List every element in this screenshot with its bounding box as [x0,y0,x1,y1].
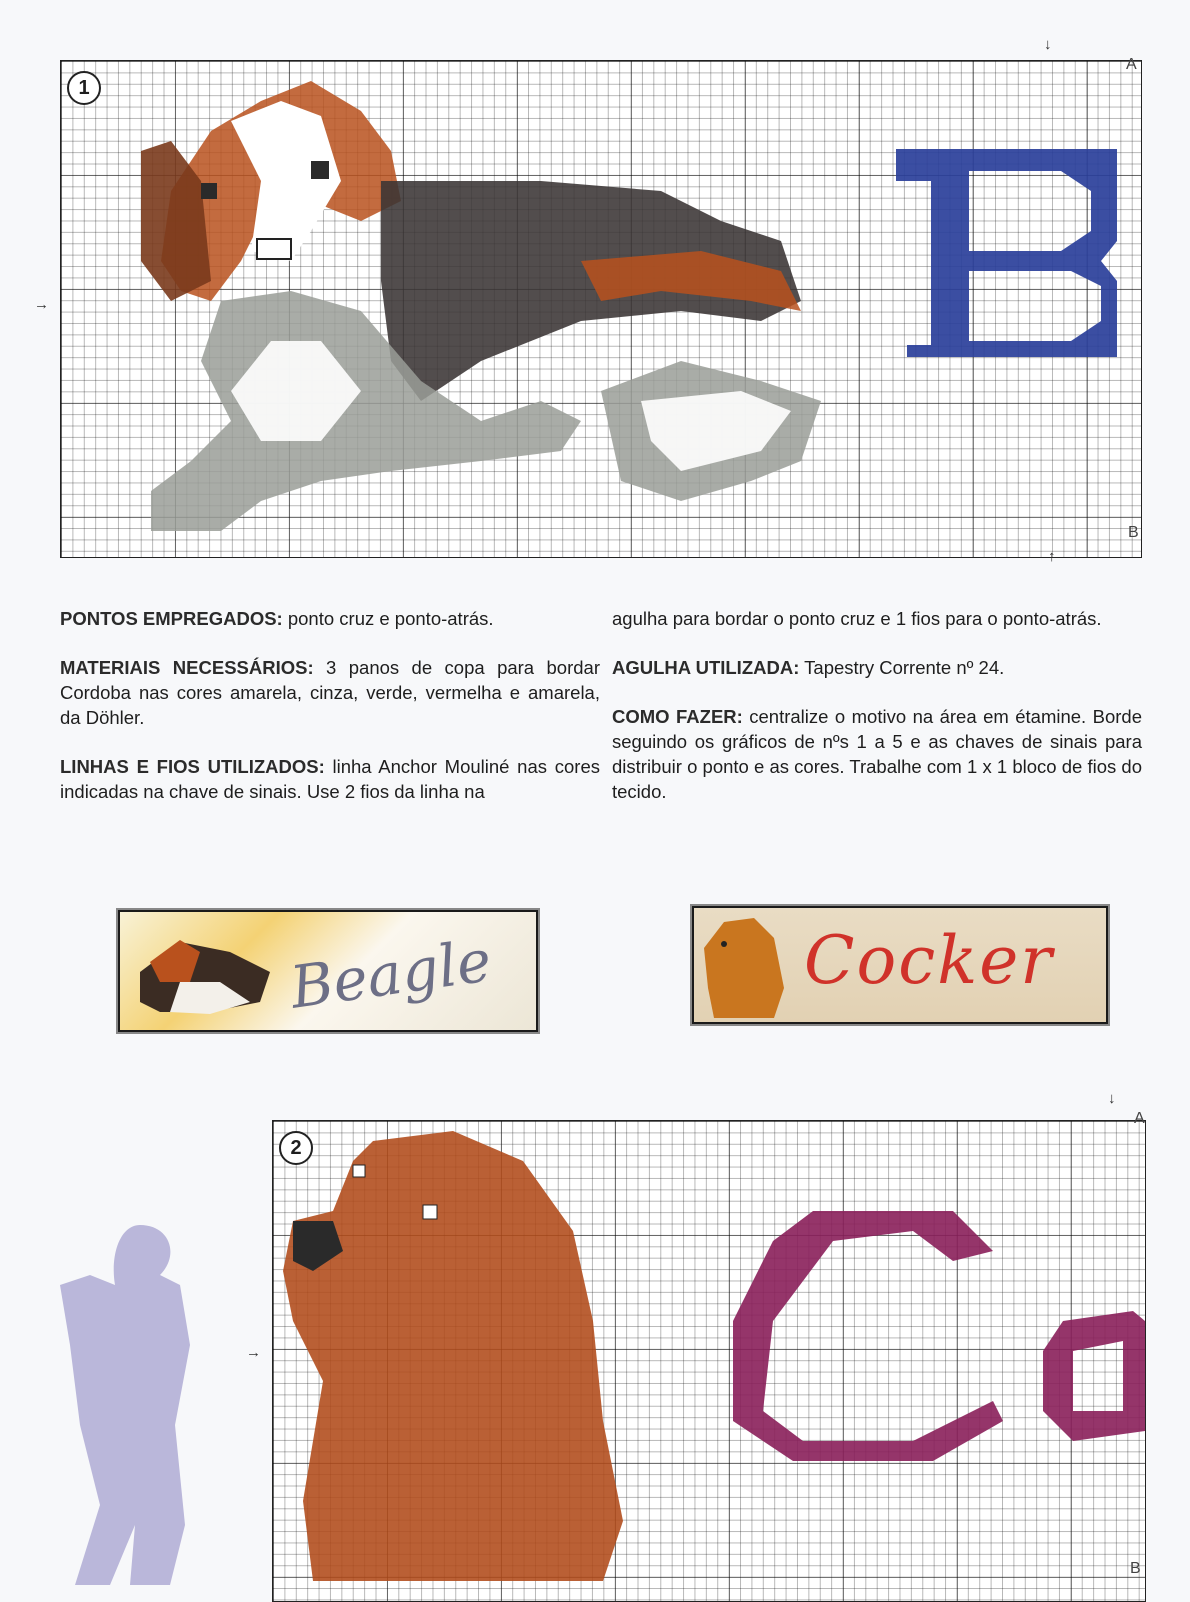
instructions-right [612,606,1142,828]
cocker-pattern [273,1121,1145,1601]
chart-number-badge: 1 [67,71,101,105]
arrow-right-icon: → [34,296,49,313]
como-fazer-paragraph: COMO FAZER: centralize o motivo na área em étamine. Borde seguindo os gráficos de nºs 1 a 5 e as chaves de sinais para distribuir o ponto e as cores. Trabalhe com 1 x 1 bloco de fios do tecido. [612,706,1142,802]
dog-silhouette-icon [60,1225,200,1585]
instructions-left [60,606,600,828]
arrow-right-icon: → [246,1344,261,1361]
chart-number-badge: 2 [279,1131,313,1165]
edge-label-b: B [1128,524,1139,541]
arrow-down-icon: ↓ [1108,1090,1116,1107]
beagle-pattern [61,61,1141,557]
pontos-paragraph: PONTOS EMPREGADOS: ponto cruz e ponto-atrás. [60,608,494,629]
edge-label-a: A [1126,56,1137,73]
arrow-up-icon: ↑ [1048,548,1056,565]
edge-label-b: B [1130,1560,1141,1577]
cross-stitch-chart-2 [272,1120,1146,1602]
linhas-paragraph: LINHAS E FIOS UTILIZADOS: linha Anchor Mouliné nas cores indicadas na chave de sinais. Use 2 fios da linha na [60,756,600,802]
cocker-photo [692,906,1108,1024]
beagle-photo [118,910,538,1032]
arrow-down-icon: ↓ [1044,36,1052,53]
cocker-word: Cocker [804,922,1054,999]
materiais-paragraph: MATERIAIS NECESSÁRIOS: 3 panos de copa para bordar Cordoba nas cores amarela, cinza, verde, vermelha e amarela, da Döhler. [60,657,600,728]
beagle-word: Beagle [286,926,496,1022]
agulha-paragraph: AGULHA UTILIZADA: Tapestry Corrente nº 24. [612,657,1005,678]
edge-label-a: A [1134,1110,1145,1127]
cross-stitch-chart-1 [60,60,1142,558]
linhas-continuation: agulha para bordar o ponto cruz e 1 fios para o ponto-atrás. [612,608,1102,629]
